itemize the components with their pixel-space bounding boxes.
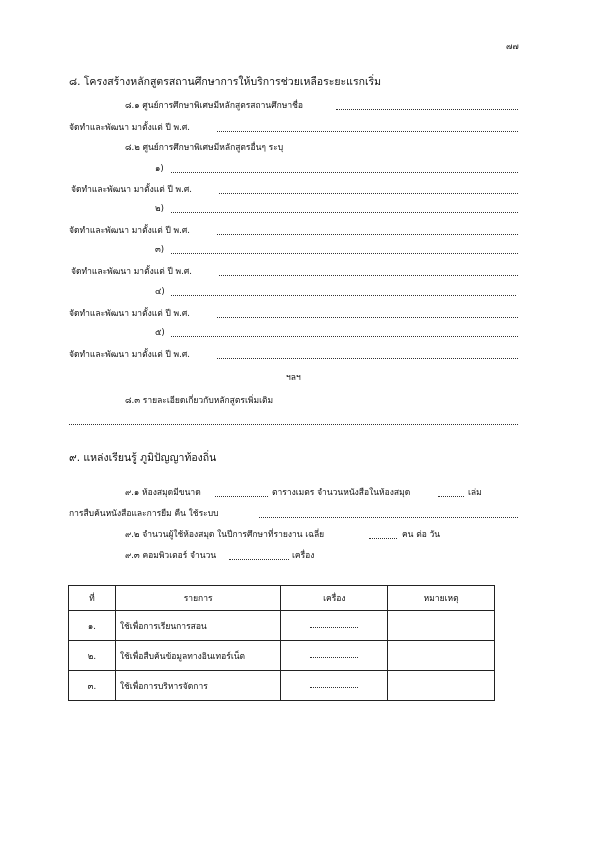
library-size-fill-line — [215, 496, 268, 497]
item-8-1-label: ๘.๑ ศูนย์การศึกษาพิเศษมีหลักสูตรสถานศึกษาชื่อ — [125, 101, 303, 111]
computer-count-fill-line — [229, 559, 289, 560]
sub-item-fill-line — [171, 172, 518, 173]
row-units-cell — [281, 671, 388, 701]
row-units-cell — [281, 611, 388, 641]
table-row — [69, 671, 495, 701]
book-count-fill-line — [438, 496, 464, 497]
row-remarks-cell — [388, 671, 495, 701]
sub-item-number: ๒) — [155, 204, 164, 214]
dev-since-fill-line — [217, 358, 518, 359]
section-8-heading: ๘. โครงสร้างหลักสูตรสถานศึกษาการให้บริการช่วยเหลือระยะแรกเริ่ม — [69, 76, 382, 88]
row-number: ๓. — [69, 671, 116, 701]
item-8-2-label: ๘.๒ ศูนย์การศึกษาพิเศษมีหลักสูตรอื่นๆ ระบุ — [125, 143, 284, 153]
sub-item-fill-line — [171, 336, 518, 337]
borrow-system-label: การสืบค้นหนังสือและการยืม คืน ใช้ระบบ — [69, 509, 219, 519]
sub-item-fill-line — [171, 253, 518, 254]
book-count-label: ตารางเมตร จำนวนหนังสือในห้องสมุด — [272, 488, 411, 498]
dev-since-fill-line — [219, 275, 518, 276]
row-remarks-cell — [388, 611, 495, 641]
dev-since-label: จัดทำและพัฒนา มาตั้งแต่ ปี พ.ศ. — [69, 350, 190, 360]
avg-users-fill-line — [369, 538, 397, 539]
table-header-row — [69, 586, 495, 611]
dev-since-label: จัดทำและพัฒนา มาตั้งแต่ ปี พ.ศ. — [69, 123, 190, 133]
units-fill-line — [310, 650, 358, 658]
users-per-day-label: คน ต่อ วัน — [402, 530, 441, 540]
section-9-heading: ๙. แหล่งเรียนรู้ ภูมิปัญญาท้องถิ่น — [69, 452, 217, 464]
dev-since-label: จัดทำและพัฒนา มาตั้งแต่ ปี พ.ศ. — [69, 226, 190, 236]
units-fill-line — [310, 680, 358, 688]
computer-unit-label: เครื่อง — [292, 551, 315, 561]
row-remarks-cell — [388, 641, 495, 671]
header-units: เครื่อง — [281, 586, 388, 611]
table-row — [69, 641, 495, 671]
dev-since-fill-line — [217, 131, 518, 132]
row-number: ๒. — [69, 641, 116, 671]
row-item: ใช้เพื่อการบริหารจัดการ — [115, 671, 281, 701]
sub-item-number: ๓) — [155, 245, 165, 255]
row-units-cell — [281, 641, 388, 671]
book-unit-label: เล่ม — [468, 488, 482, 498]
dev-since-label: จัดทำและพัฒนา มาตั้งแต่ ปี พ.ศ. — [71, 267, 192, 277]
row-item: ใช้เพื่อสืบค้นข้อมูลทางอินเทอร์เน็ต — [115, 641, 281, 671]
item-8-1-fill-line — [336, 109, 518, 110]
sub-item-number: ๑) — [155, 164, 164, 174]
dev-since-fill-line — [217, 234, 518, 235]
sub-item-fill-line — [171, 212, 518, 213]
continuation-note: ฯลฯ — [286, 373, 301, 383]
header-item: รายการ — [115, 586, 281, 611]
item-8-3-label: ๘.๓ รายละเอียดเกี่ยวกับหลักสูตรเพิ่มเติม — [125, 396, 274, 406]
table-row — [69, 611, 495, 641]
dev-since-label: จัดทำและพัฒนา มาตั้งแต่ ปี พ.ศ. — [69, 309, 190, 319]
sub-item-fill-line — [171, 295, 516, 296]
dev-since-label: จัดทำและพัฒนา มาตั้งแต่ ปี พ.ศ. — [71, 185, 192, 195]
row-item: ใช้เพื่อการเรียนการสอน — [115, 611, 281, 641]
dev-since-fill-line — [217, 317, 518, 318]
sub-item-number: ๕) — [155, 328, 165, 338]
computer-usage-table — [68, 585, 495, 701]
borrow-system-fill-line — [259, 517, 518, 518]
dev-since-fill-line — [219, 193, 518, 194]
sub-item-number: ๔) — [155, 287, 165, 297]
item-9-1-label: ๙.๑ ห้องสมุดมีขนาด — [125, 488, 201, 498]
page-number: ๗๗ — [506, 42, 519, 52]
item-9-3-label: ๙.๓ คอมพิวเตอร์ จำนวน — [125, 551, 217, 561]
units-fill-line — [310, 620, 358, 628]
row-number: ๑. — [69, 611, 116, 641]
item-8-3-fill-line — [69, 424, 518, 425]
item-9-2-label: ๙.๒ จำนวนผู้ใช้ห้องสมุด ในปีการศึกษาที่รายงาน เฉลี่ย — [125, 530, 325, 540]
header-remarks: หมายเหตุ — [388, 586, 495, 611]
header-no: ที่ — [69, 586, 116, 611]
